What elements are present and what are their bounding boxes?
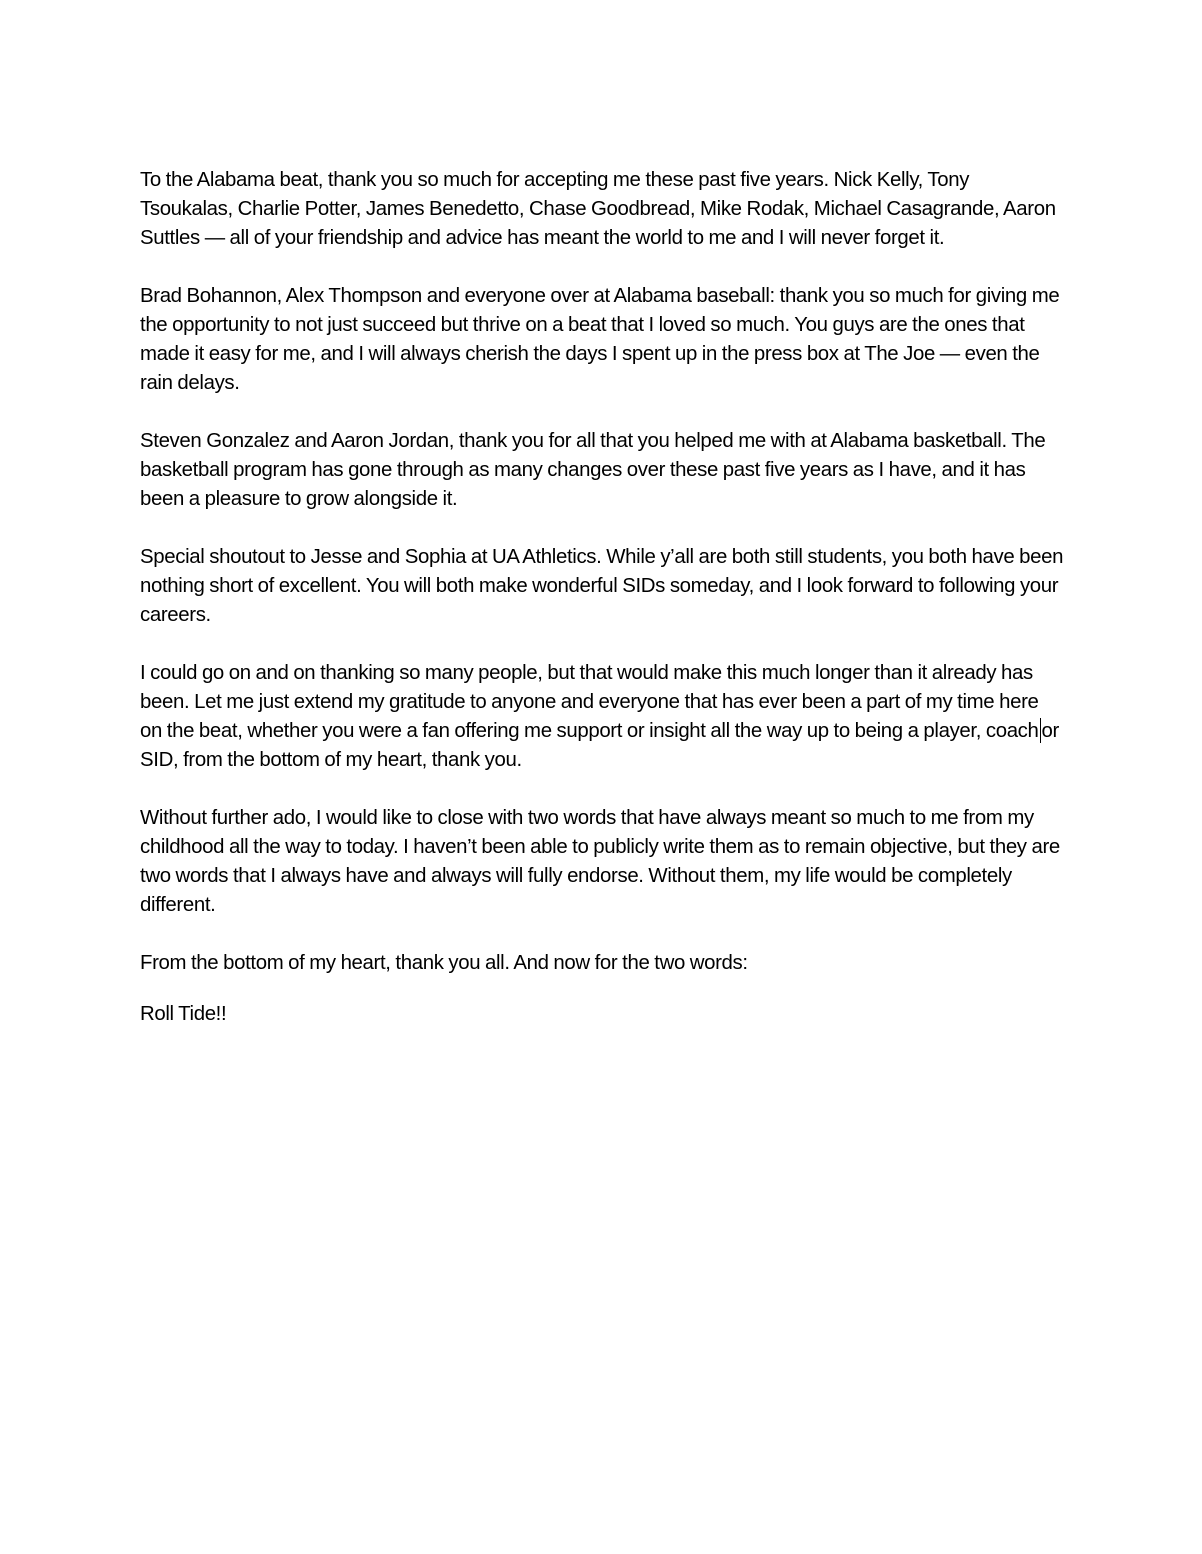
paragraph-thank-you-all: From the bottom of my heart, thank you all. And now for the two words: [140,952,748,974]
paragraph-closing: Roll Tide!! [140,1003,227,1025]
paragraph-alabama-baseball: Brad Bohannon, Alex Thompson and everyone over at Alabama baseball: thank you so much for giving me the opportunity to not just succeed but thrive on a beat that I loved so much. You guys are the ones that made it easy for me, and I will always cherish the days I spent up in the press box at The Joe — even the rain delays. [140,285,1060,394]
paragraph-gratitude-text-after-caret: or SID, from the bottom of my heart, thank you. [140,720,1059,771]
paragraph-two-words: Without further ado, I would like to close with two words that have always meant so much to me from my childhood all the way to today. I haven’t been able to publicly write them as to remain objective, but they are two words that I always have and always will fully endorse. Without them, my life would be completely different. [140,807,1060,916]
paragraph-gratitude-text-before-caret: I could go on and on thanking so many people, but that would make this much longer than it already has been. Let me just extend my gratitude to anyone and everyone that has ever been a part of my time here on the beat, whether you were a fan offering me support or insight all the way up to being a player, coach [140,662,1039,742]
paragraph-ua-athletics: Special shoutout to Jesse and Sophia at UA Athletics. While y’all are both still students, you both have been nothing short of excellent. You will both make wonderful SIDs someday, and I look forward to following your careers. [140,546,1064,626]
document-body[interactable] [140,166,1065,1058]
text-cursor [1040,718,1041,743]
paragraph-alabama-basketball: Steven Gonzalez and Aaron Jordan, thank you for all that you helped me with at Alabama basketball. The basketball program has gone through as many changes over these past five years as I have, and it has been a pleasure to grow alongside it. [140,430,1046,510]
paragraph-alabama-beat: To the Alabama beat, thank you so much for accepting me these past five years. Nick Kelly, Tony Tsoukalas, Charlie Potter, James Benedetto, Chase Goodbread, Mike Rodak, Michael Casagrande, Aaron Suttles — all of your friendship and advice has meant the world to me and I will never forget it. [140,169,1056,249]
paragraph-gratitude [140,659,1065,775]
